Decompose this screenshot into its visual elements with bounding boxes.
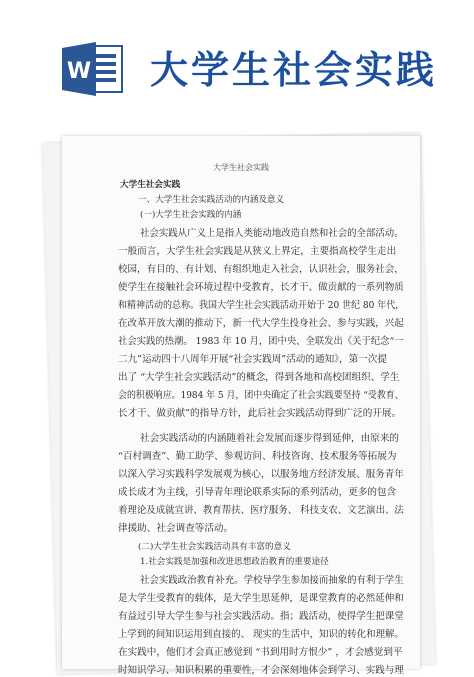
section-heading: 一、大学生社会实践活动的内涵及意义 <box>138 195 285 205</box>
paragraph-line: “百村调查”、勤工助学、参观访问、科技咨询、技术服务等拓展为 <box>118 451 397 462</box>
subsection-heading: 1.社会实践是加强和改进思想政治教育的重要途径 <box>140 557 329 567</box>
paragraph-line: 社会实践的热潮。 1983 年 10 月，团中央、全联发出《关于纪念“一 <box>118 336 404 347</box>
paragraph-line: 社会实践政治教育补充。学校导学生参加接而抽象的有利于学生 <box>140 575 404 586</box>
document-page <box>62 136 420 676</box>
paragraph-line: 在改革开放大潮的推动下，新一代大学生投身社会、参与实践，兴起 <box>118 318 404 329</box>
banner-title: 大学生社会实践 <box>150 48 438 92</box>
paragraph-line: 会的积极响应。1984 年 5 月，团中央确定了社会实践要坚持 “受教育、 <box>118 390 404 401</box>
document-title: 大学生社会实践 <box>120 180 181 190</box>
paragraph-line: 二九”运动四十八周年开展“社会实践周”活动的通知》，第一次提 <box>118 354 387 365</box>
paragraph-line: 是大学生受教育的载体，是大学生思延伸，是课堂教育的必然延伸和 <box>118 593 404 604</box>
paragraph-line: 社会实践活动的内涵随着社会发展而逐步得到延伸，由原来的 <box>140 433 400 444</box>
document-body <box>62 136 420 676</box>
paragraph-line: 在实践中，他们才会真正感觉到 “书到用时方恨少” ，才会感觉到平 <box>118 647 403 658</box>
subsection-heading: (二)大学生社会实践活动具有丰富的意义 <box>138 542 291 552</box>
paragraph-line: 长才干、做贡献”的指导方针，此后社会实践活动得到广泛的开展。 <box>118 408 402 419</box>
paragraph-line: 和精神活动的总称。我国大学生社会实践活动开始于 20 世纪 80 年代， <box>118 300 405 311</box>
paragraph-line: 时知识学习、知识积累的重要性，才会深刻地体会到学习、实践与理 <box>118 665 404 676</box>
paragraph-line: 出了 “大学生社会实践活动”的概念，得到各地和高校团组织、学生 <box>118 372 400 383</box>
paragraph-line: 社会实践从广义上是指人类能动地改造自然和社会的全部活动。 <box>140 228 404 239</box>
paragraph-line: 以深入学习实践科学发展观为核心，以服务地方经济发展、服务青年 <box>118 469 404 480</box>
title-banner <box>0 0 474 130</box>
paragraph-line: 一般而言，大学生社会实践是从狭义上界定，主要指高校学生走出 <box>118 246 397 257</box>
paragraph-line: 律援助、社会调查等活动。 <box>118 523 234 534</box>
paragraph-line: 使学生在接触社会环境过程中受教育，长才干、做贡献的一系列物质 <box>118 282 404 293</box>
word-document-icon <box>62 40 124 98</box>
paragraph-line: 校园，有目的、有计划、有组织地走入社会，认识社会，服务社会， <box>118 264 404 275</box>
subsection-heading: (一)大学生社会实践的内涵 <box>140 210 242 220</box>
paragraph-line: 上学到的间知识运用到直接的、 现实的生活中，知识的转化和理解。 <box>118 629 404 640</box>
paragraph-line: 有益过引导大学生参与社会实践活动。指；践活动，使得学生把课堂 <box>118 611 404 622</box>
document-header: 大学生社会实践 <box>213 163 269 172</box>
word-icon-letter: W <box>66 59 92 84</box>
paragraph-line: 着理论及成就宣讲、教育帮扶、医疗服务、 科技支农、文艺演出、法 <box>118 505 404 516</box>
paragraph-line: 成长成才为主线，引导青年理论联系实际的系列活动，更多的包含 <box>118 487 397 498</box>
